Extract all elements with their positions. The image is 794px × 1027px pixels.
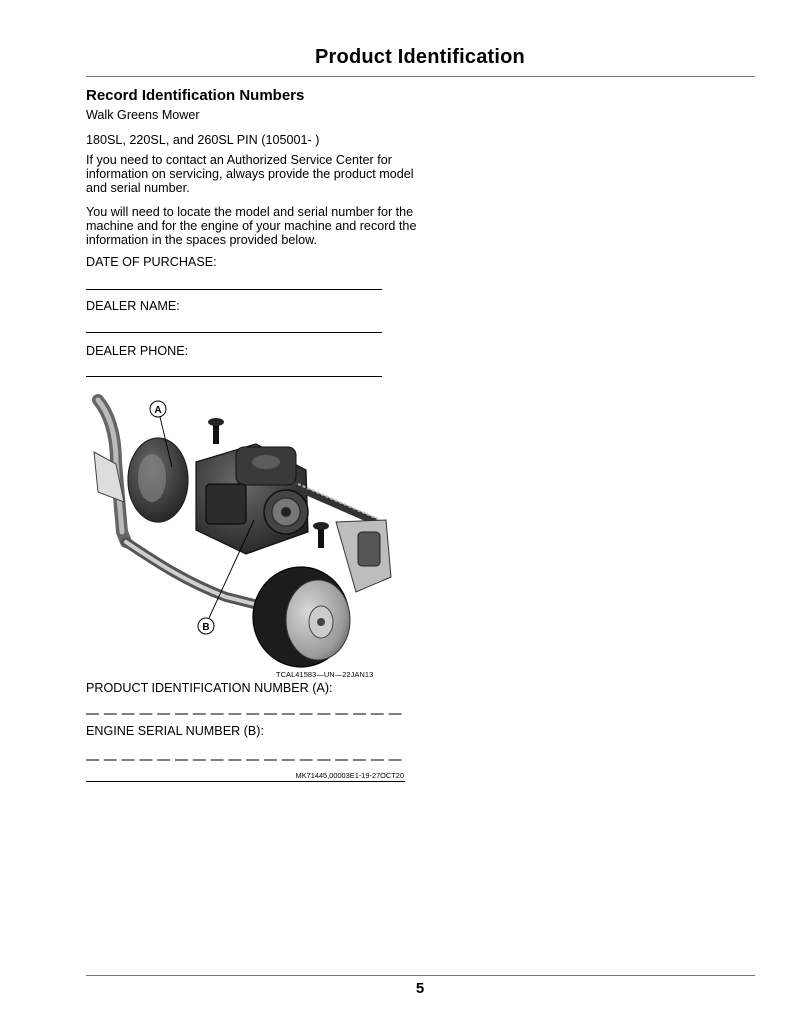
callout-a-label: A (154, 405, 162, 416)
section-heading: Record Identification Numbers (86, 87, 305, 104)
callout-b-label: B (202, 622, 210, 633)
dealer-name-label: DEALER NAME: (86, 299, 180, 313)
model-name: Walk Greens Mower (86, 108, 200, 122)
section-end-rule (86, 781, 405, 782)
page-title: Product Identification (315, 46, 525, 68)
record-instructions: You will need to locate the model and serial number for the machine and for the engine of your machine and record the information in the spaces provided below. (86, 205, 417, 247)
footer-rule (86, 975, 755, 976)
mower-illustration (86, 392, 406, 674)
page-number: 5 (415, 980, 425, 997)
pin-label: PRODUCT IDENTIFICATION NUMBER (A): (86, 681, 333, 695)
title-rule (86, 76, 755, 77)
model-pin-range: 180SL, 220SL, and 260SL PIN (105001- ) (86, 133, 320, 147)
pin-entry-dashes (86, 706, 404, 720)
purchase-date-label: DATE OF PURCHASE: (86, 255, 217, 269)
figure-reference: TCAL41583—UN—22JAN13 (276, 670, 374, 679)
engine-serial-entry-dashes (86, 752, 404, 766)
document-reference: MK71445,00003E1-19-27OCT20 (295, 771, 404, 780)
service-instructions: If you need to contact an Authorized Service Center for information on servicing, always provide the product model and serial number. (86, 153, 414, 195)
engine-serial-label: ENGINE SERIAL NUMBER (B): (86, 724, 264, 738)
dealer-name-line (86, 332, 382, 333)
dealer-phone-label: DEALER PHONE: (86, 344, 189, 358)
purchase-date-line (86, 289, 382, 290)
dealer-phone-line (86, 376, 382, 377)
